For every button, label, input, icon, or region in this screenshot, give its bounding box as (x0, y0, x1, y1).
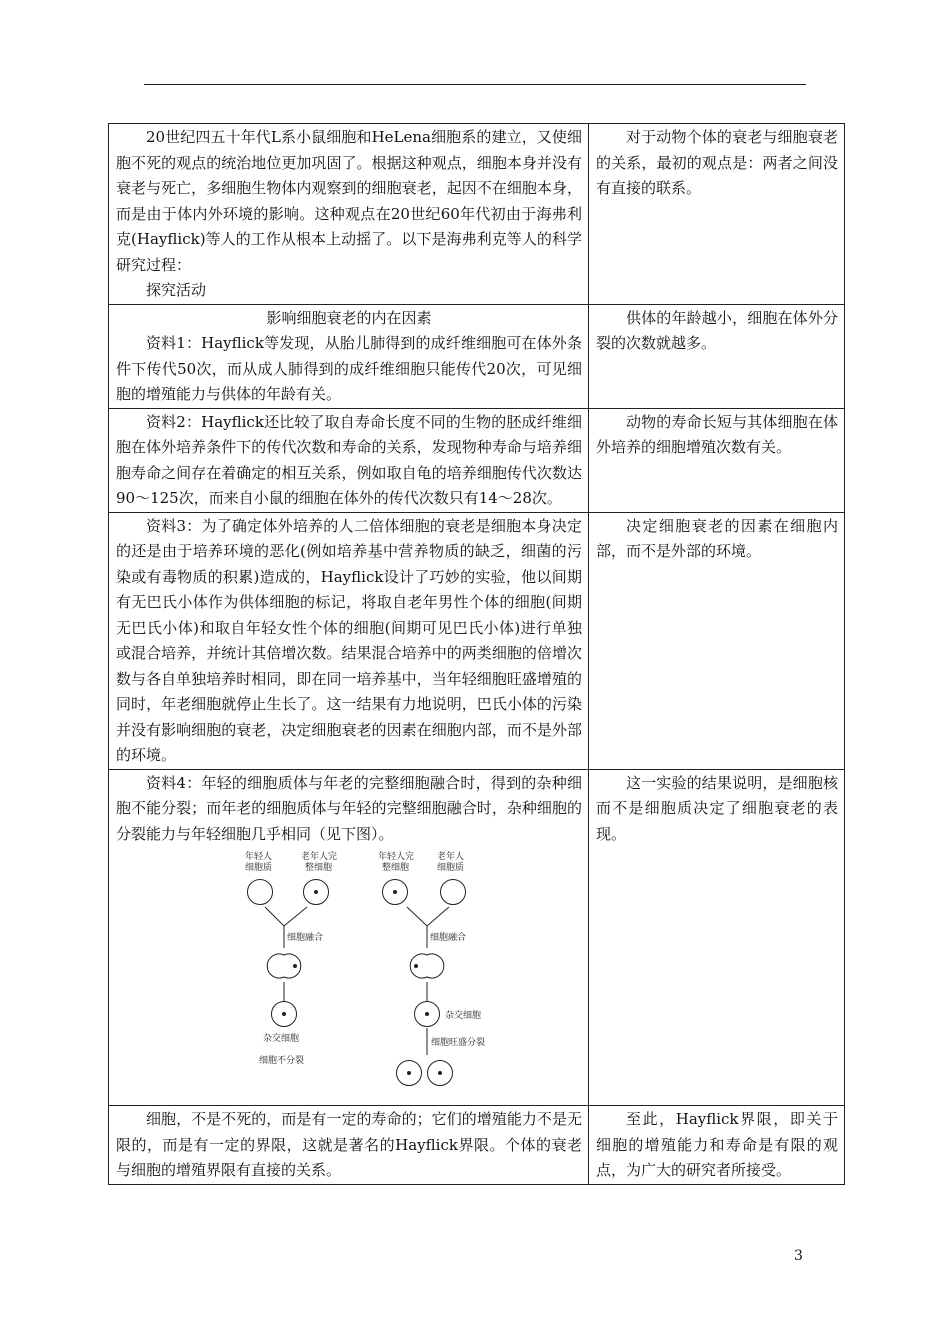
row-3-right-cell (589, 408, 845, 512)
fused-cell-left-nucleus (293, 964, 297, 968)
section-heading: 影响细胞衰老的内在因素 (266, 308, 432, 327)
material-3: 资料3：为了确定体外培养的人二倍体细胞的衰老是细胞本身决定的还是由于培养环境的恶化(例如培养基中营养物质的缺乏，细菌的污染或有毒物质的积累)造成的，Hayflick设计了巧妙的实验，他以间期有无巴氏小体作为供体细胞的标记，将取自老年男性个体的细胞(间期无巴氏小体)和取自年轻女性个体的细胞(间期可见巴氏小体)进行单独或混合培养，并统计其倍增次数。结果混合培养中的两类细胞的倍增次数与各自单独培养时相同，即在同一培养基中，当年轻细胞旺盛增殖的同时，年老细胞就停止生长了。这一结果有力地说明，巴氏小体的污染并没有影响细胞的衰老，决定细胞衰老的因素在细胞内部，而不是外部的环境。 (116, 516, 582, 764)
material-4: 资料4：年轻的细胞质体与年老的完整细胞融合时，得到的杂种细胞不能分裂；而年老的细胞质体与年轻的完整细胞融合时，杂种细胞的分裂能力与年轻细胞几乎相同（见下图）。 (116, 773, 582, 843)
daughter-cell-2-nucleus (438, 1071, 442, 1075)
fusion-lines-left (265, 907, 307, 926)
row-5-note: 这一实验的结果说明，是细胞核而不是细胞质决定了细胞衰老的表现。 (596, 773, 838, 843)
old-cytoplast-circle (441, 880, 466, 905)
row-1-note: 对于动物个体的衰老与细胞衰老的关系，最初的观点是：两者之间没有直接的联系。 (596, 128, 838, 197)
cell-fusion-diagram (223, 851, 493, 1099)
hybrid-cell-left-nucleus (282, 1012, 286, 1016)
row-2-left-cell (109, 304, 589, 408)
label-young-whole-cell-1: 年轻人完 (378, 852, 415, 862)
label-old-whole-cell-2: 整细胞 (305, 863, 333, 873)
content-table (108, 123, 845, 1185)
row-4-left-cell (109, 512, 589, 769)
row-5-right-cell (589, 769, 845, 1106)
header-rule (144, 84, 806, 85)
row-1-right-cell (589, 124, 845, 305)
table-row (109, 408, 845, 512)
label-fusion-right: 细胞融合 (430, 933, 467, 943)
young-cytoplast-circle (248, 880, 273, 905)
label-fusion-left: 细胞融合 (287, 933, 324, 943)
label-hybrid-left: 杂交细胞 (263, 1034, 300, 1044)
label-old-cytoplasm-2: 细胞质 (437, 863, 465, 873)
fused-cell-right-nucleus (414, 964, 418, 968)
intro-paragraph: 20世纪四五十年代L系小鼠细胞和HeLena细胞系的建立，又使细胞不死的观点的统治地位更加巩固了。根据这种观点，细胞本身并没有衰老与死亡，多细胞生物体内观察到的细胞衰老，起因不在细胞本身，而是由于体内外环境的影响。这种观点在20世纪60年代初由于海弗利克(Hayflick)等人的工作从根本上动摇了。以下是海弗利克等人的科学研究过程： (116, 128, 582, 274)
young-cell-nucleus (393, 890, 397, 894)
material-2: 资料2：Hayflick还比较了取自寿命长度不同的生物的胚成纤维细胞在体外培养条件下的传代次数和寿命的关系，发现物种寿命与培养细胞寿命之间存在着确定的相互关系，例如取自龟的培养细胞传代次数达90～125次，而来自小鼠的细胞在体外的传代次数只有14～28次。 (116, 412, 582, 507)
label-active-division: 细胞旺盛分裂 (431, 1038, 486, 1048)
label-young-cytoplasm-2: 细胞质 (245, 863, 273, 873)
row-4-right-cell (589, 512, 845, 769)
row-6-right-cell (589, 1106, 845, 1185)
conclusion-paragraph: 细胞，不是不死的，而是有一定的寿命的；它们的增殖能力不是无限的，而是有一定的界限，这就是著名的Hayflick界限。个体的衰老与细胞的增殖界限有直接的关系。 (116, 1110, 582, 1179)
row-2-right-cell (589, 304, 845, 408)
table-row (109, 769, 845, 1106)
table-row (109, 1106, 845, 1185)
material-1: 资料1：Hayflick等发现，从胎儿肺得到的成纤维细胞可在体外条件下传代50次，而从成人肺得到的成纤维细胞只能传代20次，可见细胞的增殖能力与供体的年龄有关。 (116, 334, 582, 403)
label-young-cytoplasm-1: 年轻人 (245, 852, 273, 862)
row-3-left-cell (109, 408, 589, 512)
label-young-whole-cell-2: 整细胞 (382, 863, 410, 873)
page-number: 3 (794, 1248, 803, 1264)
hybrid-cell-right-nucleus (425, 1012, 429, 1016)
fusion-lines-right (407, 907, 449, 926)
row-5-left-cell (109, 769, 589, 1106)
label-old-whole-cell-1: 老年人完 (301, 852, 338, 862)
row-6-left-cell (109, 1106, 589, 1185)
row-4-note: 决定细胞衰老的因素在细胞内部，而不是外部的环境。 (596, 516, 838, 560)
label-hybrid-right: 杂交细胞 (445, 1011, 482, 1021)
table-row (109, 512, 845, 769)
row-2-note: 供体的年龄越小，细胞在体外分裂的次数就越多。 (596, 308, 838, 352)
old-cell-nucleus (314, 890, 318, 894)
row-1-left-cell (109, 124, 589, 305)
table-row (109, 124, 845, 305)
table-row (109, 304, 845, 408)
activity-label: 探究活动 (146, 281, 207, 299)
label-no-division: 细胞不分裂 (259, 1056, 305, 1066)
row-3-note: 动物的寿命长短与其体细胞在体外培养的细胞增殖次数有关。 (596, 412, 838, 456)
daughter-cell-1-nucleus (407, 1071, 411, 1075)
label-old-cytoplasm-1: 老年人 (437, 852, 465, 862)
row-6-note: 至此，Hayflick界限，即关于细胞的增殖能力和寿命是有限的观点，为广大的研究者所接受。 (596, 1110, 838, 1179)
